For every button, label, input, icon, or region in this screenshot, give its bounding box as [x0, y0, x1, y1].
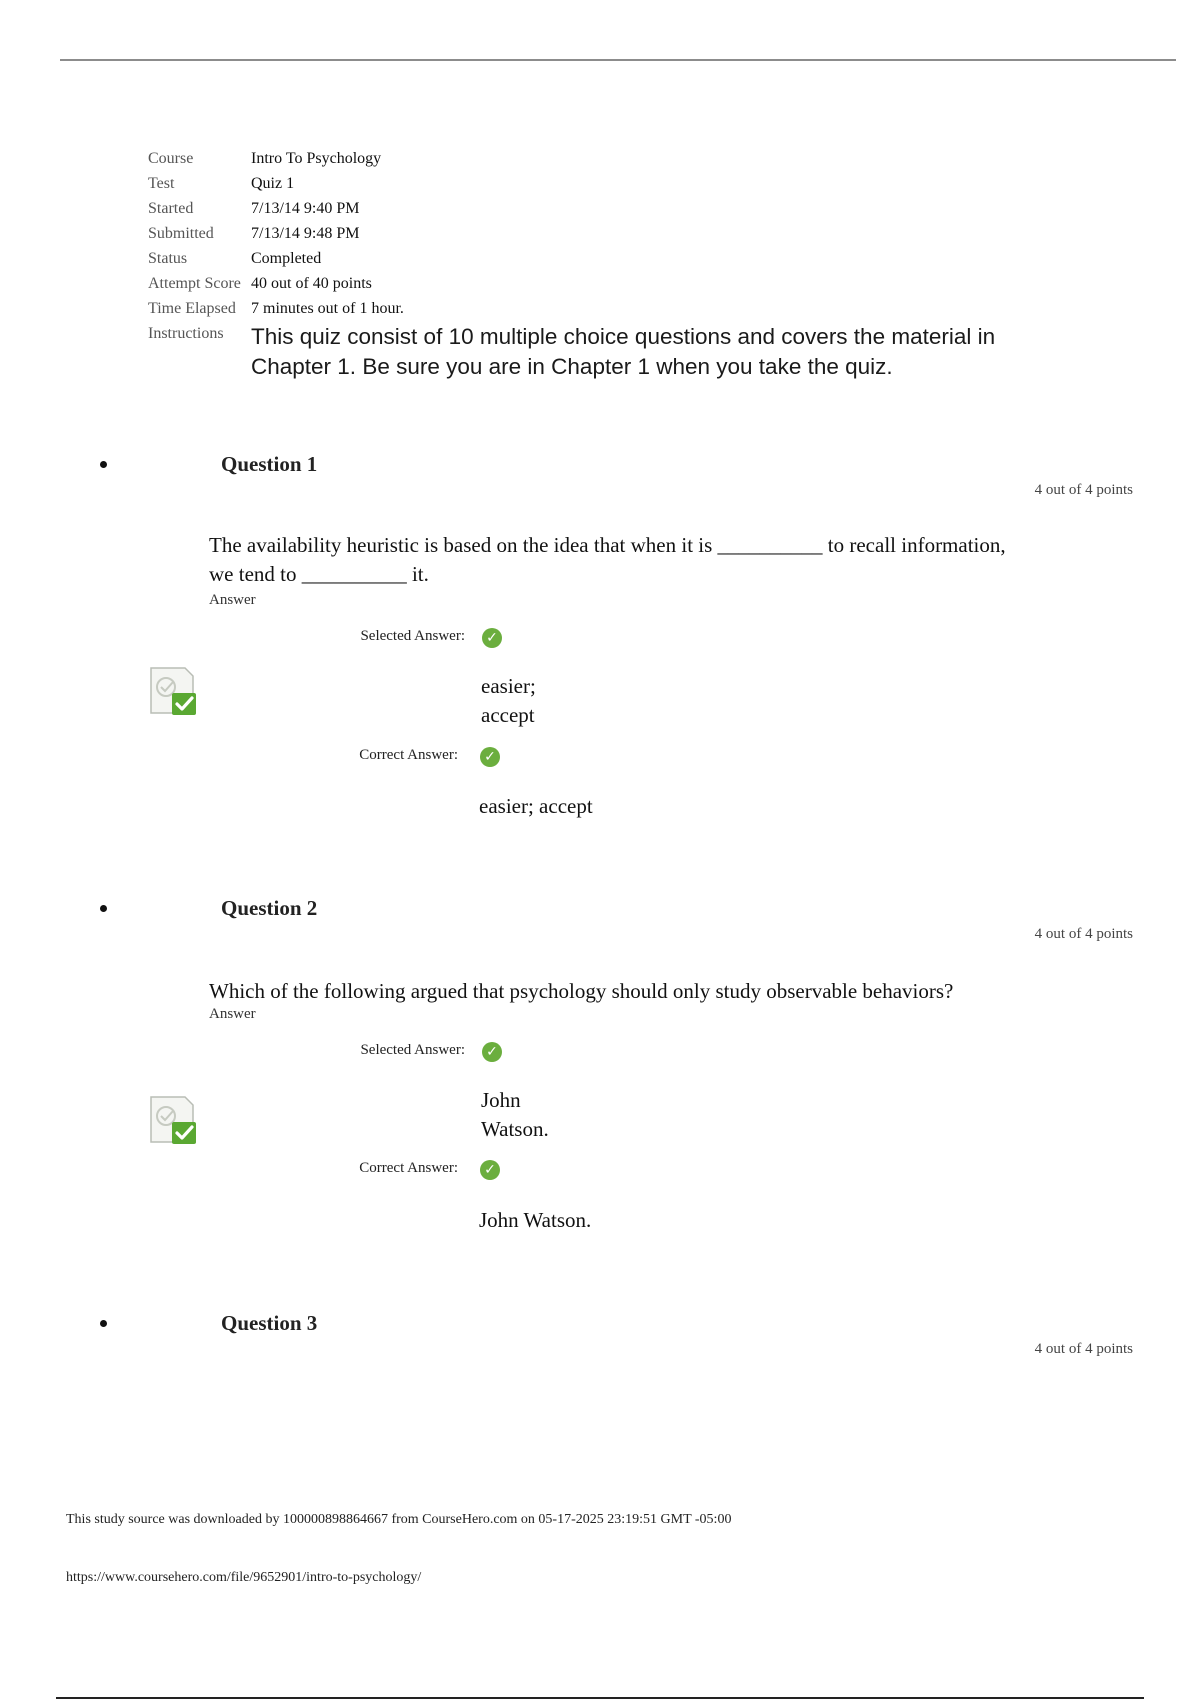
- summary-row-time-elapsed: [148, 298, 1048, 320]
- summary-row-status: [148, 248, 1048, 270]
- selected-answer: [481, 672, 536, 730]
- summary-row-submitted: [148, 223, 1048, 245]
- summary-value: 7/13/14 9:40 PM: [251, 200, 360, 217]
- selected-answer-line: easier;: [481, 674, 536, 698]
- top-rule: [60, 59, 1176, 61]
- question-text: Which of the following argued that psychology should only study observable behaviors?: [209, 979, 954, 1003]
- summary-row-instructions: [148, 323, 1048, 382]
- summary-value: 7 minutes out of 1 hour.: [251, 300, 404, 317]
- summary-row-test: [148, 173, 1048, 195]
- summary-value: Intro To Psychology: [251, 150, 382, 167]
- summary-value: Completed: [251, 250, 322, 267]
- selected-answer-label: Selected Answer:: [360, 628, 465, 644]
- selected-answer-label: Selected Answer:: [360, 1042, 465, 1058]
- question-points: 4 out of 4 points: [1034, 926, 1133, 942]
- correct-answer-label: Correct Answer:: [359, 747, 458, 763]
- summary-row-attempt-score: [148, 273, 1048, 295]
- summary-label: Started: [148, 200, 194, 217]
- selected-answer-line: accept: [481, 703, 535, 727]
- selected-answer-line: John: [481, 1088, 521, 1112]
- summary-label: Instructions: [148, 325, 224, 342]
- bullet: [100, 905, 107, 912]
- check-circle-icon: ✓: [480, 1160, 500, 1180]
- correct-answer: easier; accept: [479, 794, 593, 818]
- graded-correct-icon: [148, 1094, 200, 1146]
- summary-row-started: [148, 198, 1048, 220]
- check-circle-icon: ✓: [482, 628, 502, 648]
- graded-correct-icon: [148, 665, 200, 717]
- selected-answer: [481, 1086, 549, 1144]
- summary-row-course: [148, 148, 1048, 170]
- answer-label: Answer: [209, 1006, 256, 1022]
- summary-label: Status: [148, 250, 188, 267]
- summary-label: Attempt Score: [148, 275, 241, 292]
- question-points: 4 out of 4 points: [1034, 1341, 1133, 1357]
- instructions-text: This quiz consist of 10 multiple choice questions and covers the material in Chapter 1. Be sure you are in Chapter 1 when you take the quiz.: [251, 324, 996, 379]
- summary-value: Quiz 1: [251, 175, 295, 192]
- download-source-note: This study source was downloaded by 100000898864667 from CourseHero.com on 05-17-2025 23:19:51 GMT -05:00: [66, 1512, 732, 1527]
- summary-label: Course: [148, 150, 194, 167]
- correct-answer: John Watson.: [479, 1208, 592, 1232]
- answer-label: Answer: [209, 592, 256, 608]
- question-text: The availability heuristic is based on the idea that when it is __________ to recall information, we tend to __________ it.: [209, 533, 1006, 586]
- summary-value: 7/13/14 9:48 PM: [251, 225, 360, 242]
- source-url-link[interactable]: https://www.coursehero.com/file/9652901/intro-to-psychology/: [66, 1570, 422, 1585]
- summary-label: Time Elapsed: [148, 300, 236, 317]
- question-title: Question 3: [221, 1311, 318, 1335]
- summary-label: Test: [148, 175, 175, 192]
- bullet: [100, 1320, 107, 1327]
- question-points: 4 out of 4 points: [1034, 482, 1133, 498]
- selected-answer-line: Watson.: [481, 1117, 549, 1141]
- question-title: Question 1: [221, 452, 318, 476]
- bottom-rule: [56, 1697, 1144, 1699]
- bullet: [100, 461, 107, 468]
- summary-value: 40 out of 40 points: [251, 275, 372, 292]
- correct-answer-label: Correct Answer:: [359, 1160, 458, 1176]
- check-circle-icon: ✓: [482, 1042, 502, 1062]
- question-title: Question 2: [221, 896, 318, 920]
- summary-label: Submitted: [148, 225, 214, 242]
- check-circle-icon: ✓: [480, 747, 500, 767]
- attempt-summary: [148, 148, 1048, 385]
